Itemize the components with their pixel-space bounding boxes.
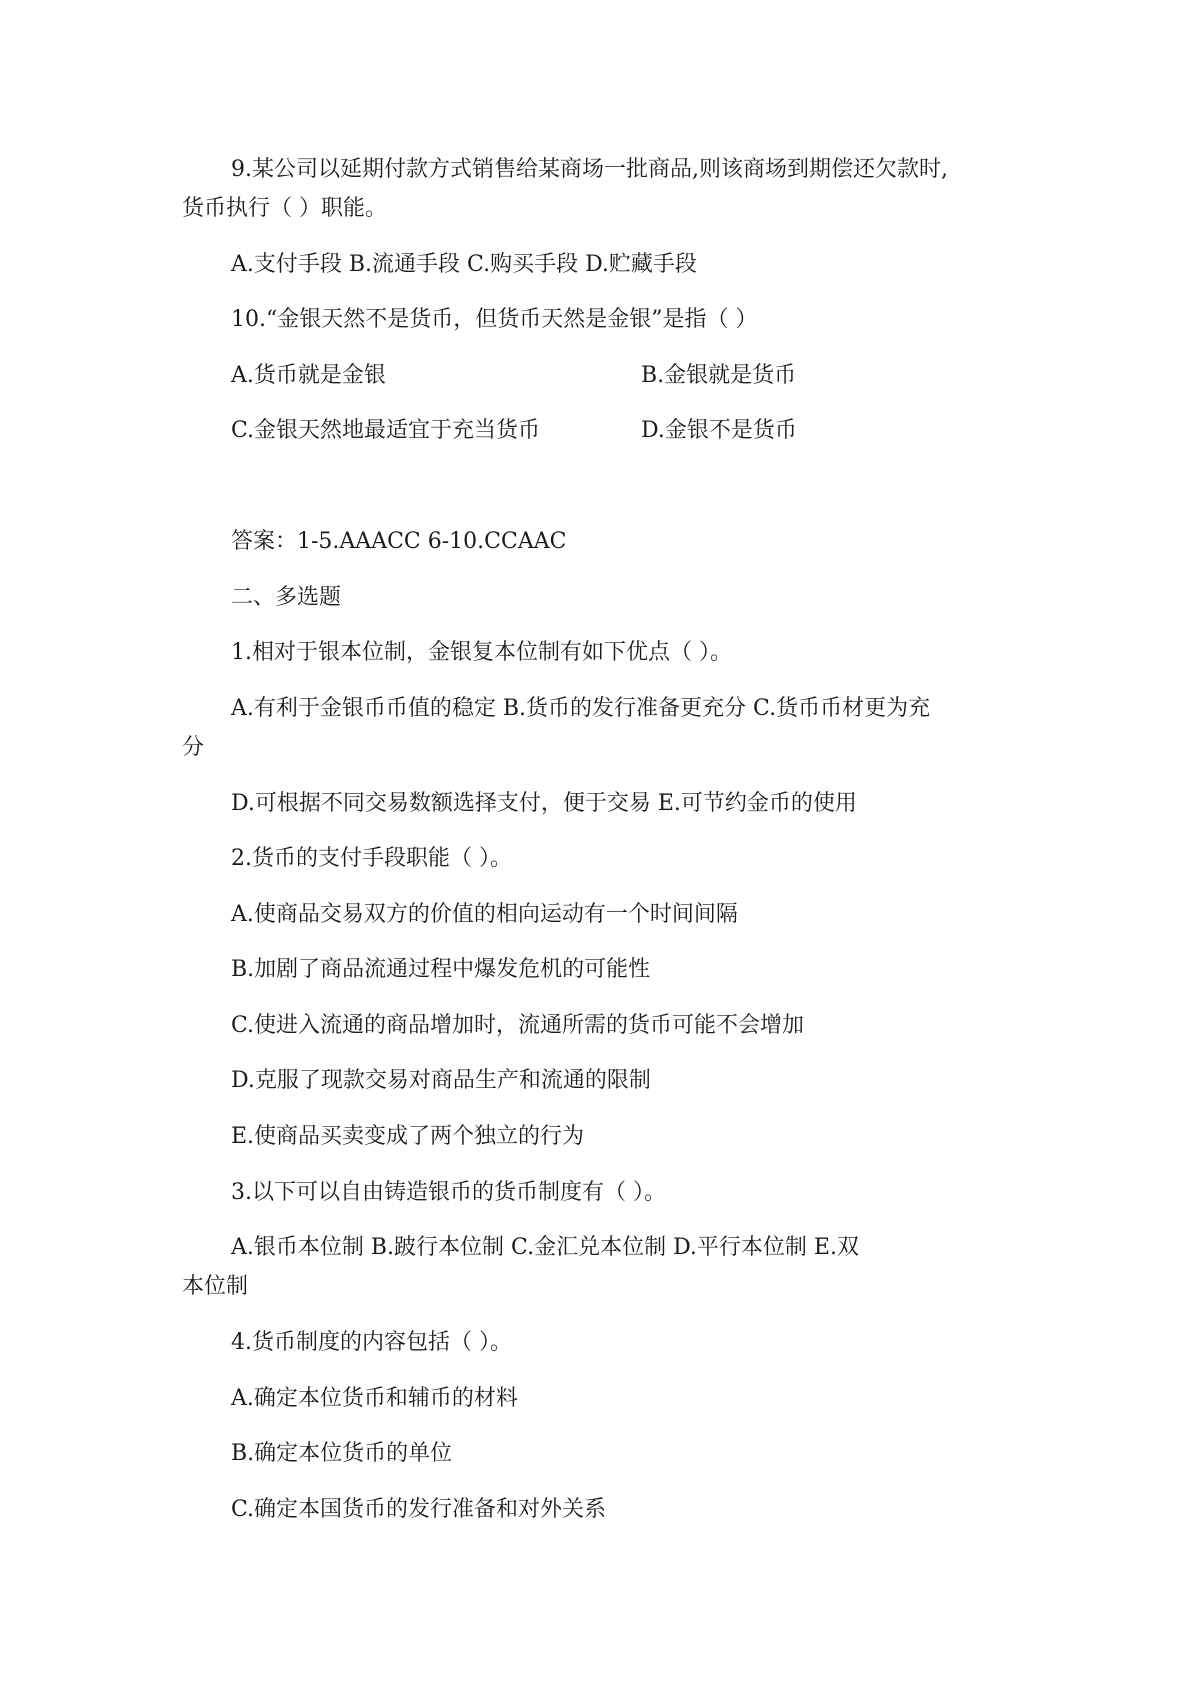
section-heading-multi-choice: 二、多选题: [231, 585, 342, 610]
q9-stem-line2: 货币执行（ ）职能。: [182, 196, 387, 221]
mq2-stem: 2.货币的支付手段职能（ ）。: [231, 846, 512, 871]
q9-stem-line1: 9.某公司以延期付款方式销售给某商场一批商品,则该商场到期偿还欠款时,: [231, 157, 948, 182]
q10-option-a: A.货币就是金银: [231, 363, 386, 388]
mq1-options-line3: D.可根据不同交易数额选择支付，便于交易 E.可节约金币的使用: [231, 791, 857, 816]
mq1-options-line2: 分: [182, 735, 205, 760]
mq2-option-b: B.加剧了商品流通过程中爆发危机的可能性: [231, 957, 651, 982]
mq3-options-line1: A.银币本位制 B.跛行本位制 C.金汇兑本位制 D.平行本位制 E.双: [231, 1235, 859, 1260]
mq4-option-a: A.确定本位货币和辅币的材料: [231, 1386, 518, 1411]
mq4-stem: 4.货币制度的内容包括（ ）。: [231, 1330, 512, 1355]
q10-stem: 10.“金银天然不是货币，但货币天然是金银”是指（ ）: [231, 307, 758, 332]
mq1-options-line1: A.有利于金银币币值的稳定 B.货币的发行准备更充分 C.货币币材更为充: [231, 696, 931, 721]
mq3-options-line2: 本位制: [182, 1274, 249, 1299]
answer-key: 答案：1-5.AAACC 6-10.CCAAC: [231, 529, 567, 554]
mq2-option-e: E.使商品买卖变成了两个独立的行为: [231, 1124, 585, 1149]
mq2-option-c: C.使进入流通的商品增加时，流通所需的货币可能不会增加: [231, 1013, 805, 1038]
mq2-option-a: A.使商品交易双方的价值的相向运动有一个时间间隔: [231, 902, 738, 927]
q9-options: A.支付手段 B.流通手段 C.购买手段 D.贮藏手段: [231, 252, 697, 277]
mq1-stem: 1.相对于银本位制，金银复本位制有如下优点（ ）。: [231, 640, 732, 665]
mq4-option-c: C.确定本国货币的发行准备和对外关系: [231, 1497, 607, 1522]
q10-option-b: B.金银就是货币: [641, 363, 797, 388]
q10-option-d: D.金银不是货币: [641, 418, 797, 443]
q10-option-c: C.金银天然地最适宜于充当货币: [231, 418, 541, 443]
mq2-option-d: D.克服了现款交易对商品生产和流通的限制: [231, 1068, 651, 1093]
mq4-option-b: B.确定本位货币的单位: [231, 1441, 453, 1466]
mq3-stem: 3.以下可以自由铸造银币的货币制度有（ ）。: [231, 1180, 666, 1205]
